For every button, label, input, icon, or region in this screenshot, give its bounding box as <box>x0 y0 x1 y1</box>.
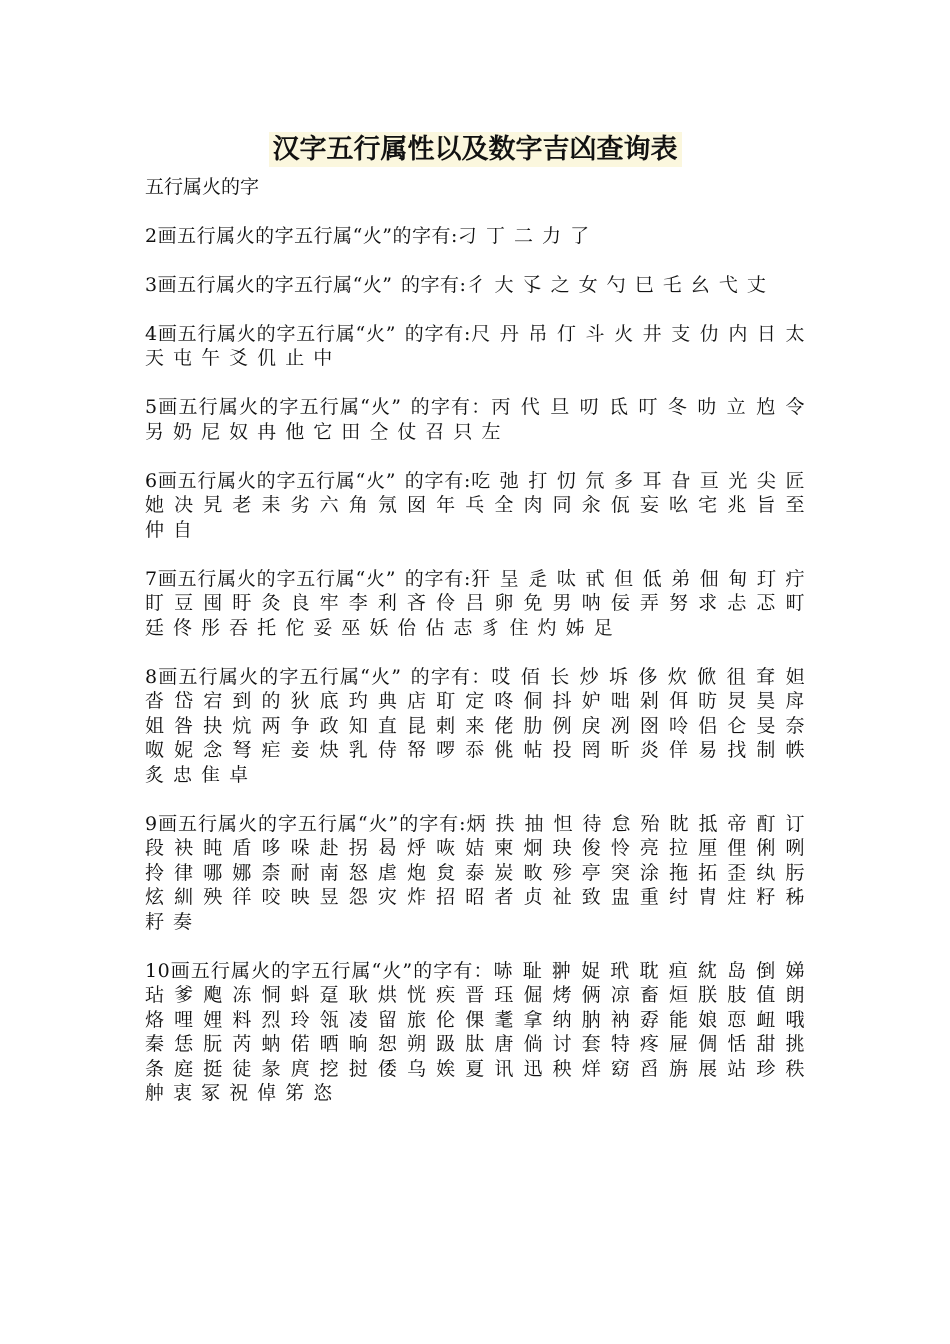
stroke-5-paragraph: 5画五行属火的字五行属“火” 的字有：丙 代 旦 叨 氐 叮 冬 叻 立 尥 令 另 奶 尼 奴 冉 他 它 田 仝 仗 召 只 左 <box>145 396 805 443</box>
stroke-4-paragraph: 4画五行属火的字五行属“火” 的字有:尺 丹 吊 仃 斗 火 井 支 仂 内 日 太 天 屯 午 爻 仉 止 中 <box>145 322 805 369</box>
document-body <box>145 175 805 1130</box>
section-subtitle: 五行属火的字 <box>145 176 260 198</box>
stroke-6-paragraph: 6画五行属火的字五行属“火” 的字有:吃 弛 打 忉 氘 多 耳 旮 亘 光 尖 匠 她 决 旯 老 耒 劣 六 角 氖 囡 年 乓 全 肉 同 汆 佤 妄 吆 宅 兆 旨 至 仲 自 <box>145 469 805 541</box>
stroke-7-paragraph: 7画五行属火的字五行属“火” 的字有:犴 呈 辵 呔 甙 但 低 弟 佃 甸 玎 疔 盯 豆 囤 盱 灸 良 牢 李 利 吝 伶 吕 卵 免 男 呐 佞 弄 努 求 忐 忑 町 廷 佟 彤 吞 托 佗 妥 巫 妖 佁 佔 志 豸 住 灼 姊 足 <box>145 567 805 639</box>
stroke-10-paragraph: 10画五行属火的字五行属“火”的字有：哧 耻 翀 娖 玳 耽 疸 紞 岛 倒 娣 玷 爹 飑 冻 恫 蚪 趸 耿 烘 恍 疾 晋 珏 倔 烤 俩 凉 畜 烜 朕 肢 值 朗 烙 哩 娌 料 烈 玲 瓴 凌 留 旅 伦 倮 耄 拿 纳 肭 衲 孬 能 娘 恧 衄 哦 秦 恁 朊 芮 蚋 偌 晒 晌 恕 朔 趿 肽 唐 倘 讨 套 特 疼 屉 倜 恬 甜 挑 条 庭 挺 徒 彖 庹 挖 挝 倭 乌 娭 夏 讯 迅 秧 烊 窈 舀 旃 展 站 珍 秩 舯 衷 冢 祝 倬 笫 恣 <box>145 959 805 1104</box>
title-text: 汉字五行属性以及数字吉凶查询表 <box>269 132 682 167</box>
stroke-2-paragraph: 2画五行属火的字五行属“火”的字有:刁 丁 二 力 了 <box>145 224 590 247</box>
stroke-3-paragraph: 3画五行属火的字五行属“火” 的字有:彳 大 孓 之 女 勺 巳 乇 幺 弋 丈 <box>145 273 767 296</box>
document-title <box>0 130 950 170</box>
stroke-8-paragraph: 8画五行属火的字五行属“火” 的字有：哎 佰 长 炒 坼 侈 炊 俽 徂 耷 妲 沓 岱 宕 到 的 狄 底 玓 典 店 耵 定 咚 侗 抖 妒 咄 剁 佴 昉 炅 昊 戽 姐 咎 抉 炕 两 争 政 知 直 昆 剌 来 佬 肋 例 戾 冽 囹 呤 侣 仑 旻 奈 呶 妮 念 弩 疟 妾 炔 乳 侍 帑 啰 忝 佻 帖 投 罔 昕 炎 佯 易 找 制 帙 炙 忠 隹 卓 <box>145 665 805 786</box>
stroke-9-paragraph: 9画五行属火的字五行属“火”的字有:炳 抶 抽 怛 待 怠 殆 眈 抵 帝 酊 订 段 袂 盹 盾 哆 哚 赴 拐 曷 烀 咴 姞 柬 炯 玦 俊 怜 亮 拉 厘 俚 俐 咧 拎 律 哪 娜 柰 耐 南 怒 虐 炮 炱 泰 炭 畋 殄 亭 突 涂 拖 拓 歪 纨 肟 炫 紃 殃 徉 咬 映 昱 怨 灾 炸 招 昭 者 贞 祉 致 盅 重 纣 胄 炷 籽 秭 耔 奏 <box>145 812 805 933</box>
